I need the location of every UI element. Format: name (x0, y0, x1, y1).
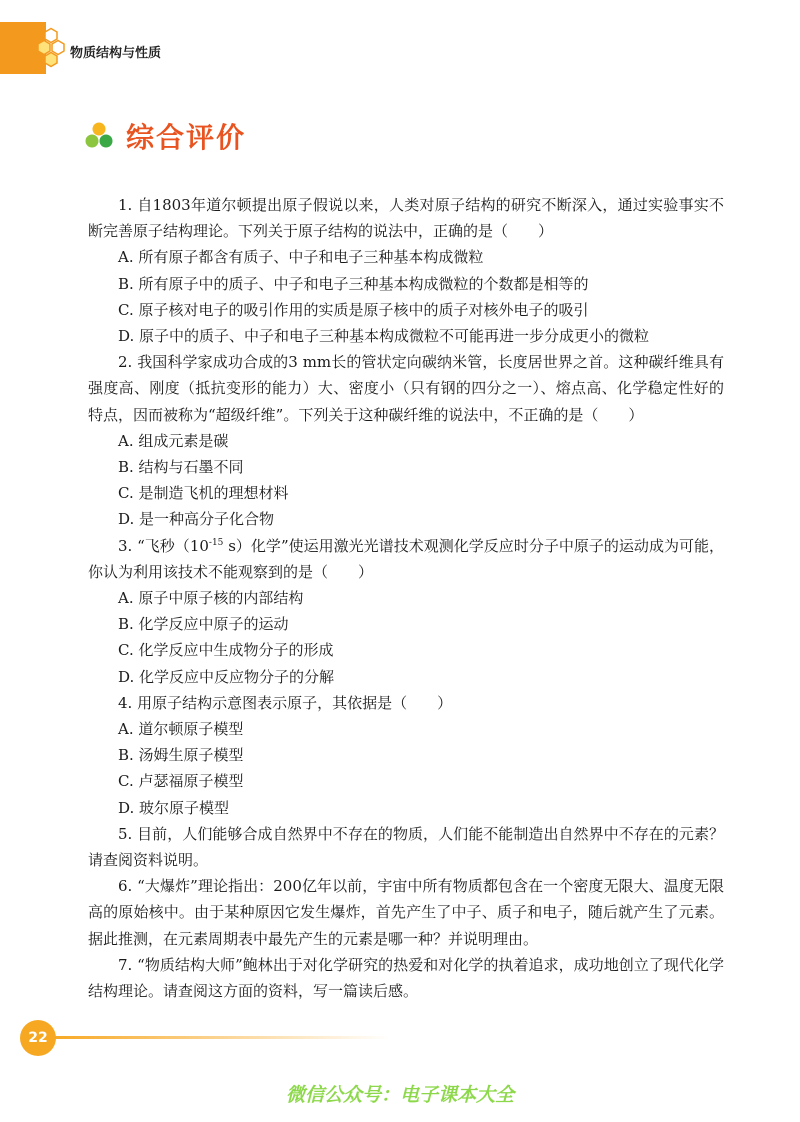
question-stem: 5. 目前，人们能够合成自然界中不存在的物质，人们能不能制造出自然界中不存在的元素？请查阅资料说明。 (88, 824, 724, 870)
question-option: C. 卢瑟福原子模型 (118, 772, 244, 791)
question-option: B. 化学反应中原子的运动 (118, 615, 289, 634)
page-number: 22 (20, 1020, 56, 1056)
question-option: D. 原子中的质子、中子和电子三种基本构成微粒不可能再进一步分成更小的微粒 (118, 327, 650, 346)
question-option: C. 是制造飞机的理想材料 (118, 484, 289, 503)
question-option: B. 汤姆生原子模型 (118, 746, 244, 765)
stem-part: 3. “飞秒（10 (118, 536, 209, 555)
question-stem: 4. 用原子结构示意图表示原子，其依据是（ ） (118, 693, 453, 712)
watermark-text: 微信公众号：电子课本大全 (285, 1084, 514, 1106)
book-title: 物质结构与性质 (70, 46, 162, 61)
exponent: -15 (208, 537, 224, 548)
stem-part: s）化学”使运用激光光谱技术观测化学反应时分子中原子的运动成为可能，你认为利用该技术不能观察到的是（ ） (88, 536, 724, 581)
question-option: D. 化学反应中反应物分子的分解 (118, 667, 335, 686)
question-option: C. 化学反应中生成物分子的形成 (118, 641, 334, 660)
section-heading (84, 116, 246, 156)
section-title: 综合评价 (126, 121, 247, 154)
footer-divider (50, 1036, 390, 1039)
question-stem: 1. 自1803年道尔顿提出原子假说以来，人类对原子结构的研究不断深入，通过实验事实不断完善原子结构理论。下列关于原子结构的说法中，正确的是（ ） (88, 196, 724, 241)
question-stem: 6. “大爆炸”理论指出：200亿年以前，宇宙中所有物质都包含在一个密度无限大、温度无限高的原始核中。由于某种原因它发生爆炸，首先产生了中子、质子和电子，随后就产生了元素。据此推测，在元素周期表中最先产生的元素是哪一种？并说明理由。 (88, 877, 724, 948)
question-stem: 2. 我国科学家成功合成的3 mm长的管状定向碳纳米管，长度居世界之首。这种碳纤维具有强度高、刚度（抵抗变形的能力）大、密度小（只有钢的四分之一）、熔点高、化学稳定性好的特点，因而被称为“超级纤维”。下列关于这种碳纤维的说法中，不正确的是（ ） (88, 353, 724, 424)
question-option: A. 道尔顿原子模型 (118, 720, 244, 739)
question-option: A. 原子中原子核的内部结构 (118, 589, 304, 608)
question-option: A. 组成元素是碳 (118, 431, 229, 450)
question-option: B. 所有原子中的质子、中子和电子三种基本构成微粒的个数都是相等的 (118, 274, 589, 293)
question-option: D. 玻尔原子模型 (118, 798, 230, 817)
question-option: D. 是一种高分子化合物 (118, 510, 275, 529)
question-list (88, 192, 724, 1004)
hexagon-cluster-icon (26, 24, 76, 74)
question-option: B. 结构与石墨不同 (118, 458, 244, 477)
question-stem (88, 533, 724, 585)
question-option: C. 原子核对电子的吸引作用的实质是原子核中的质子对核外电子的吸引 (118, 300, 589, 319)
question-option: A. 所有原子都含有质子、中子和电子三种基本构成微粒 (118, 248, 484, 267)
three-circles-icon (84, 121, 114, 151)
question-stem: 7. “物质结构大师”鲍林出于对化学研究的热爱和对化学的执着追求，成功地创立了现代化学结构理论。请查阅这方面的资料，写一篇读后感。 (88, 955, 724, 1001)
